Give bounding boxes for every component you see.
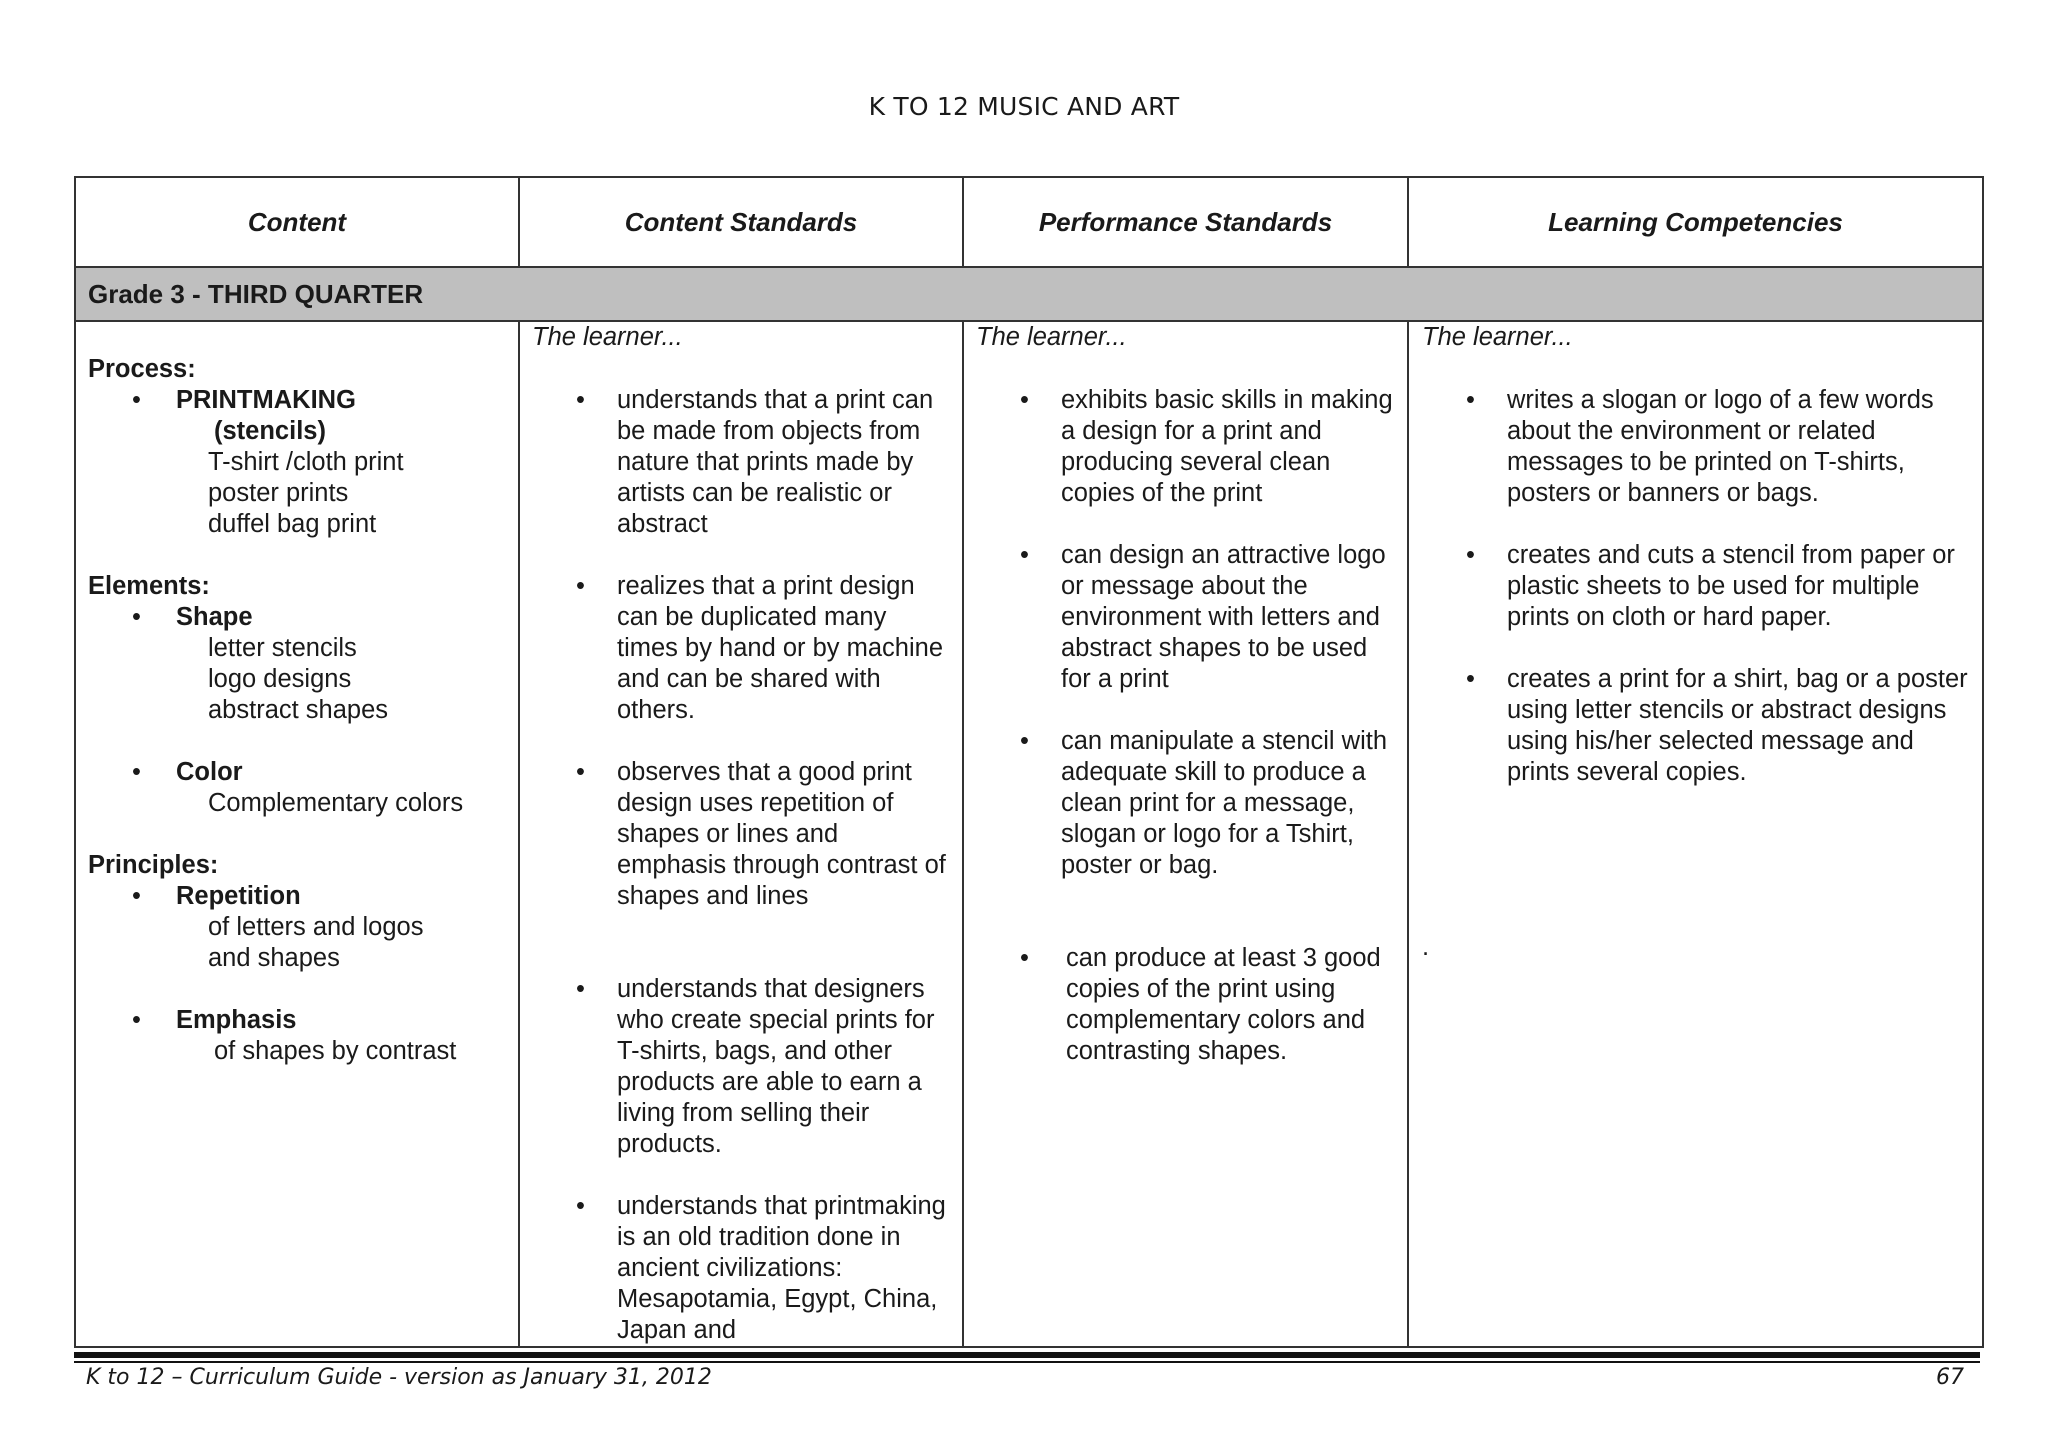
color-line: Complementary colors	[208, 789, 464, 817]
quarter-label: Grade 3 - THIRD QUARTER	[88, 278, 424, 309]
shape-label: Shape	[176, 603, 253, 631]
content-standard-item	[532, 1191, 952, 1346]
content-standard-text: understands that a print can be made from objects from nature that prints made by artists can be realistic or abstract	[617, 386, 934, 538]
competency-text: writes a slogan or logo of a few words about the environment or related messages to be printed on T-shirts, posters or banners or bags.	[1507, 386, 1934, 507]
bullet-icon: •	[1020, 386, 1029, 414]
bullet-icon: •	[1020, 541, 1029, 569]
content-column	[88, 322, 513, 1067]
competency-text: creates a print for a shirt, bag or a poster using letter stencils or abstract designs using his/her selected message and prints several copies.	[1507, 665, 1968, 786]
process-line: T-shirt /cloth print	[208, 448, 404, 476]
bullet-icon: •	[132, 386, 141, 414]
repetition-label: Repetition	[176, 882, 301, 910]
learner-intro: The learner...	[976, 323, 1127, 351]
bullet-icon: •	[576, 758, 585, 786]
competency-item	[1422, 385, 1972, 509]
emphasis-item	[88, 1005, 513, 1036]
bullet-icon: •	[576, 572, 585, 600]
shape-line: abstract shapes	[208, 696, 389, 724]
content-standard-item	[532, 385, 952, 540]
bullet-icon: •	[132, 603, 141, 631]
performance-standard-text: can manipulate a stencil with adequate skill to produce a clean print for a message, slogan or logo for a Tshirt, poster or bag.	[1061, 727, 1388, 879]
performance-standard-item	[976, 726, 1396, 881]
shape-line: logo designs	[208, 665, 352, 693]
learner-intro: The learner...	[1422, 323, 1573, 351]
shape-line: letter stencils	[208, 634, 357, 662]
bullet-icon: •	[576, 1192, 585, 1220]
repetition-item	[88, 881, 513, 912]
process-item-label: PRINTMAKING	[176, 386, 356, 414]
bullet-icon: •	[1020, 944, 1029, 972]
bullet-icon: •	[1020, 727, 1029, 755]
content-standard-item	[532, 571, 952, 726]
footer-rule-thick	[74, 1352, 1980, 1358]
page-title: K TO 12 MUSIC AND ART	[868, 92, 1180, 121]
curriculum-table	[74, 176, 1984, 1348]
competency-item	[1422, 664, 1972, 788]
emphasis-label: Emphasis	[176, 1006, 297, 1034]
color-label: Color	[176, 758, 243, 786]
shape-item	[88, 602, 513, 633]
quarter-row	[76, 268, 1982, 320]
bullet-icon: •	[1466, 386, 1475, 414]
competency-text: creates and cuts a stencil from paper or plastic sheets to be used for multiple prints on cloth or hard paper.	[1507, 541, 1955, 631]
learning-competencies-column	[1422, 322, 1972, 961]
process-line: duffel bag print	[208, 510, 377, 538]
performance-standard-item	[976, 540, 1396, 695]
content-standard-text: realizes that a print design can be duplicated many times by hand or by machine and can be shared with others.	[617, 572, 943, 724]
stray-mark: .	[1422, 933, 1430, 961]
performance-standard-text: can design an attractive logo or message about the environment with letters and abstract shapes to be used for a print	[1061, 541, 1386, 693]
column-divider	[518, 178, 520, 1346]
performance-standard-item	[976, 943, 1396, 1067]
bullet-icon: •	[1466, 665, 1475, 693]
content-standards-column	[532, 322, 952, 1377]
performance-standard-text: exhibits basic skills in making a design for a print and producing several clean copies of the print	[1061, 386, 1393, 507]
repetition-line: of letters and logos	[208, 913, 424, 941]
process-line: poster prints	[208, 479, 349, 507]
column-divider	[1407, 178, 1409, 1346]
content-standard-text: understands that printmaking is an old tradition done in ancient civilizations: Mesapotamia, Egypt, China, Japan and	[617, 1192, 946, 1344]
performance-standard-item	[976, 385, 1396, 509]
bullet-icon: •	[576, 386, 585, 414]
content-standard-item	[532, 974, 952, 1160]
footer-rule-thin	[74, 1361, 1980, 1363]
header-learning-competencies: Learning Competencies	[1548, 206, 1843, 237]
process-item	[88, 385, 513, 416]
content-standard-item	[532, 757, 952, 912]
page-number: 67	[1936, 1365, 1964, 1390]
bullet-icon: •	[132, 1006, 141, 1034]
header-performance-standards: Performance Standards	[1038, 206, 1333, 237]
principles-label: Principles:	[88, 851, 219, 879]
performance-standards-column	[976, 322, 1396, 1098]
elements-label: Elements:	[88, 572, 210, 600]
process-item-sub: (stencils)	[214, 417, 326, 445]
bullet-icon: •	[132, 882, 141, 910]
learner-intro: The learner...	[532, 323, 683, 351]
color-item	[88, 757, 513, 788]
competency-item	[1422, 540, 1972, 633]
header-content: Content	[247, 206, 347, 237]
bullet-icon: •	[1466, 541, 1475, 569]
performance-standard-text: can produce at least 3 good copies of the print using complementary colors and contrasting shapes.	[1066, 944, 1381, 1065]
bullet-icon: •	[132, 758, 141, 786]
bullet-icon: •	[576, 975, 585, 1003]
emphasis-line: of shapes by contrast	[214, 1037, 457, 1065]
process-label: Process:	[88, 355, 196, 383]
content-standard-text: understands that designers who create special prints for T-shirts, bags, and other products are able to earn a living from selling their products.	[617, 975, 935, 1158]
content-standard-text: observes that a good print design uses repetition of shapes or lines and emphasis through contrast of shapes and lines	[617, 758, 946, 910]
header-content-standards: Content Standards	[624, 206, 858, 237]
footer-document-label: K to 12 – Curriculum Guide - version as January 31, 2012	[86, 1365, 712, 1390]
repetition-line: and shapes	[208, 944, 340, 972]
column-divider	[962, 178, 964, 1346]
